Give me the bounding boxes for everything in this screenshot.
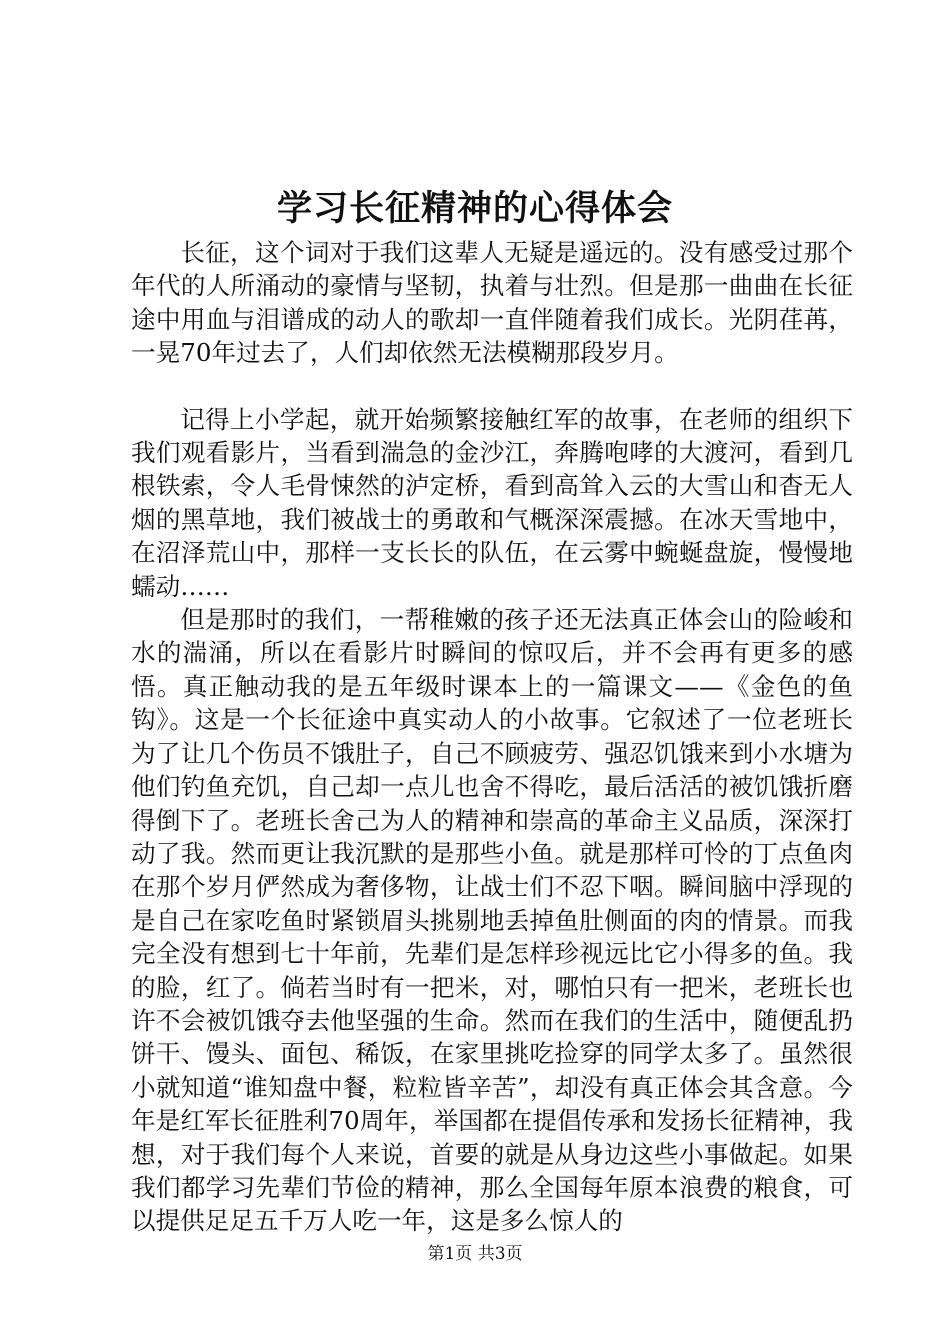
document-title: 学习长征精神的心得体会 xyxy=(276,188,673,229)
document-body xyxy=(131,236,853,1238)
paragraph-2: 记得上小学起，就开始频繁接触红军的故事，在老师的组织下我们观看影片，当看到湍急的金沙江，奔腾咆哮的大渡河，看到几根铁索，令人毛骨悚然的泸定桥，看到高耸入云的大雪山和杳无人烟的黑草地，我们被战士的勇敢和气概深深震撼。在冰天雪地中，在沼泽荒山中，那样一支长长的队伍，在云雾中蜿蜒盘旋，慢慢地蠕动…… xyxy=(131,404,853,601)
paragraph-1: 长征，这个词对于我们这辈人无疑是遥远的。没有感受过那个年代的人所涌动的豪情与坚韧，执着与壮烈。但是那一曲曲在长征途中用血与泪谱成的动人的歌却一直伴随着我们成长。光阴荏苒，一晃70年过去了，人们却依然无法模糊那段岁月。 xyxy=(131,238,853,368)
page-footer: 第1页 共3页 xyxy=(427,1244,523,1264)
paragraph-3: 但是那时的我们，一帮稚嫩的孩子还无法真正体会山的险峻和水的湍涌，所以在看影片时瞬间的惊叹后，并不会再有更多的感悟。真正触动我的是五年级时课本上的一篇课文——《金色的鱼钩》。这是一个长征途中真实动人的小故事。它叙述了一位老班长为了让几个伤员不饿肚子，自己不顾疲劳、强忍饥饿来到小水塘为他们钓鱼充饥，自己却一点儿也舍不得吃，最后活活的被饥饿折磨得倒下了。老班长舍己为人的精神和崇高的革命主义品质，深深打动了我。然而更让我沉默的是那些小鱼。就是那样可怜的丁点鱼肉在那个岁月俨然成为奢侈物，让战士们不忍下咽。瞬间脑中浮现的是自己在家吃鱼时紧锁眉头挑剔地丢掉鱼肚侧面的肉的情景。而我完全没有想到七十年前，先辈们是怎样珍视远比它小得多的鱼。我的脸，红了。倘若当时有一把米，对，哪怕只有一把米，老班长也许不会被饥饿夺去他坚强的生命。然而在我们的生活中，随便乱扔饼干、馒头、面包、稀饭，在家里挑吃捡穿的同学太多了。虽然很小就知道“谁知盘中餐，粒粒皆辛苦”，却没有真正体会其含意。今年是红军长征胜利70周年，举国都在提倡传承和发扬长征精神，我想，对于我们每个人来说，首要的就是从身边这些小事做起。如果我们都学习先辈们节俭的精神，那么全国每年原本浪费的粮食，可以提供足足五千万人吃一年，这是多么惊人的 xyxy=(131,605,853,1236)
paragraph-spacer xyxy=(131,370,853,403)
